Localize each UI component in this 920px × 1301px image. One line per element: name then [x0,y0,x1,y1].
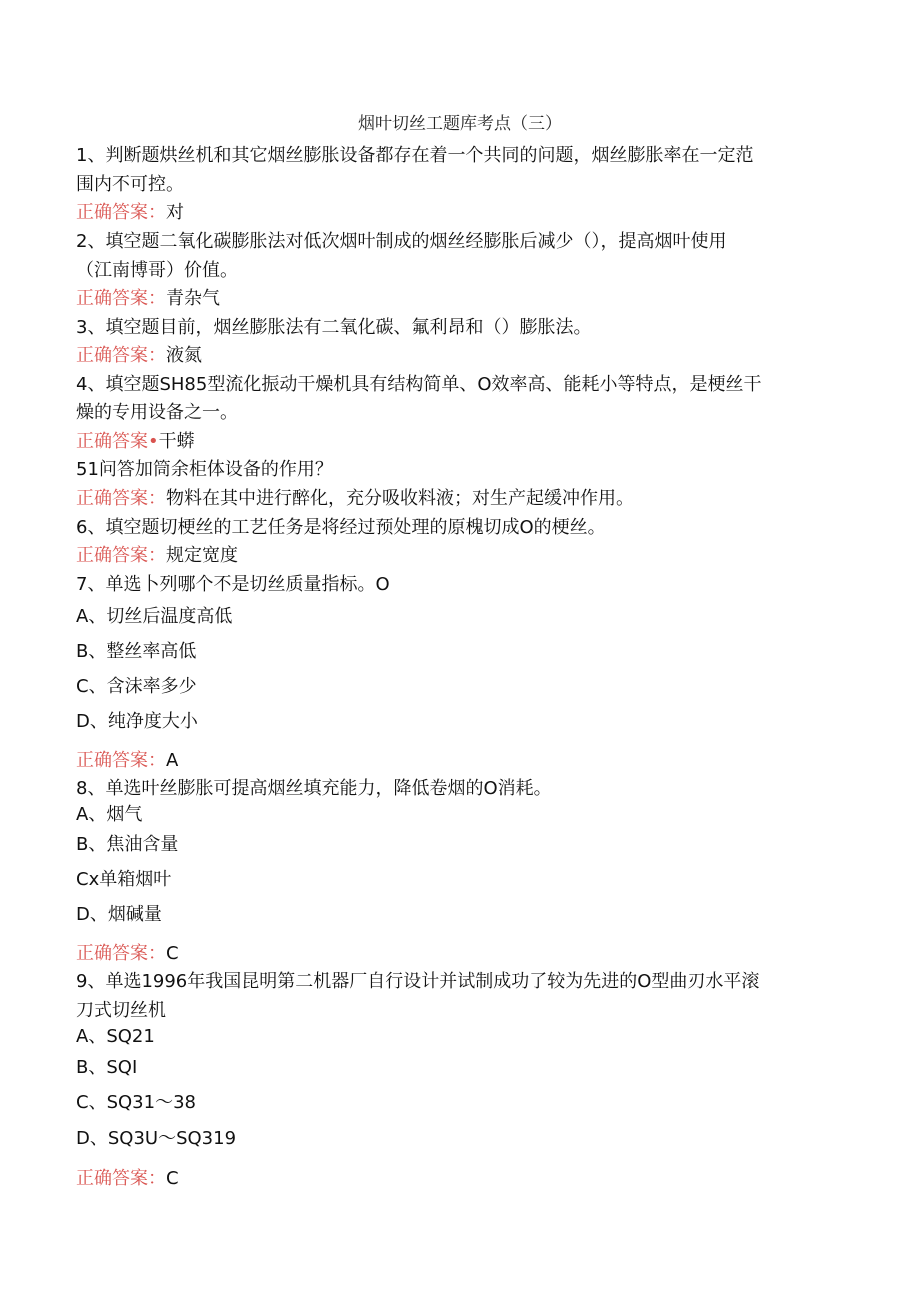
answer-value: C [166,1168,179,1189]
question-1-line-2: 围内不可控。 [76,174,184,195]
answer-value: A [166,750,179,771]
question-9-option-a: A、SQ21 [76,1026,155,1047]
answer-value: 青杂气 [166,288,220,309]
question-9-line-1: 9、单选1996年我国昆明第二机器厂自行设计并试制成功了较为先进的O型曲刃水平滚 [76,971,760,992]
question-2-line-1: 2、填空题二氧化碳膨胀法对低次烟叶制成的烟丝经膨胀后减少（），提高烟叶使用 [76,231,727,252]
answer-label: 正确答案• [76,431,159,452]
question-9-option-d: D、SQ3U～SQ319 [76,1128,237,1149]
question-8-line-1: 8、单选叶丝膨胀可提高烟丝填充能力，降低卷烟的O消耗。 [76,778,552,799]
question-8-option-c: Cx单箱烟叶 [76,869,172,890]
question-8-option-b: B、焦油含量 [76,834,179,855]
question-1-answer [76,198,836,227]
question-8-answer [76,939,836,968]
question-4-line-2: 燥的专用设备之一。 [76,402,238,423]
question-3-answer [76,341,836,370]
answer-value: 干蟒 [158,431,195,452]
question-7-answer [76,746,836,775]
question-8-option-d: D、烟碱量 [76,904,162,925]
answer-label: 正确答案： [76,750,166,771]
question-7-option-d: D、纯净度大小 [76,711,198,732]
question-5-answer [76,484,836,513]
question-6-line-1: 6、填空题切梗丝的工艺任务是将经过预处理的原槐切成O的梗丝。 [76,517,606,538]
answer-label: 正确答案： [76,345,166,366]
question-3-line-1: 3、填空题目前，烟丝膨胀法有二氧化碳、氟利昂和（）膨胀法。 [76,317,592,338]
answer-value: 对 [166,202,184,223]
question-9-option-b: B、SQI [76,1057,138,1078]
question-2-line-2: （江南博哥）价值。 [76,260,238,281]
question-7-option-c: C、含沫率多少 [76,676,197,697]
question-9-option-c: C、SQ31～38 [76,1092,196,1113]
question-7-option-a: A、切丝后温度高低 [76,606,233,627]
answer-label: 正确答案： [76,202,166,223]
question-9-line-2: 刀式切丝机 [76,1000,166,1021]
question-7-option-b: B、整丝率高低 [76,641,197,662]
answer-label: 正确答案： [76,545,166,566]
answer-label: 正确答案： [76,943,166,964]
question-4-answer [76,427,836,456]
answer-value: 液氮 [166,345,202,366]
question-2-answer [76,284,836,313]
question-5-line-1: 51问答加筒余柜体设备的作用？ [76,459,333,480]
question-1-line-1: 1、判断题烘丝机和其它烟丝膨胀设备都存在着一个共同的问题，烟丝膨胀率在一定范 [76,145,754,166]
question-6-answer [76,541,836,570]
answer-label: 正确答案： [76,488,166,509]
question-7-line-1: 7、单选卜列哪个不是切丝质量指标。O [76,574,390,595]
question-8-option-a: A、烟气 [76,804,143,825]
answer-label: 正确答案： [76,288,166,309]
question-4-line-1: 4、填空题SH85型流化振动干燥机具有结构简单、O效率高、能耗小等特点，是梗丝干 [76,374,762,395]
question-9-answer [76,1164,836,1193]
answer-value: C [166,943,179,964]
page-title: 烟叶切丝工题库考点（三） [358,114,562,134]
answer-label: 正确答案： [76,1168,166,1189]
answer-value: 规定宽度 [166,545,238,566]
answer-value: 物料在其中进行醉化，充分吸收料液；对生产起缓冲作用。 [166,488,634,509]
